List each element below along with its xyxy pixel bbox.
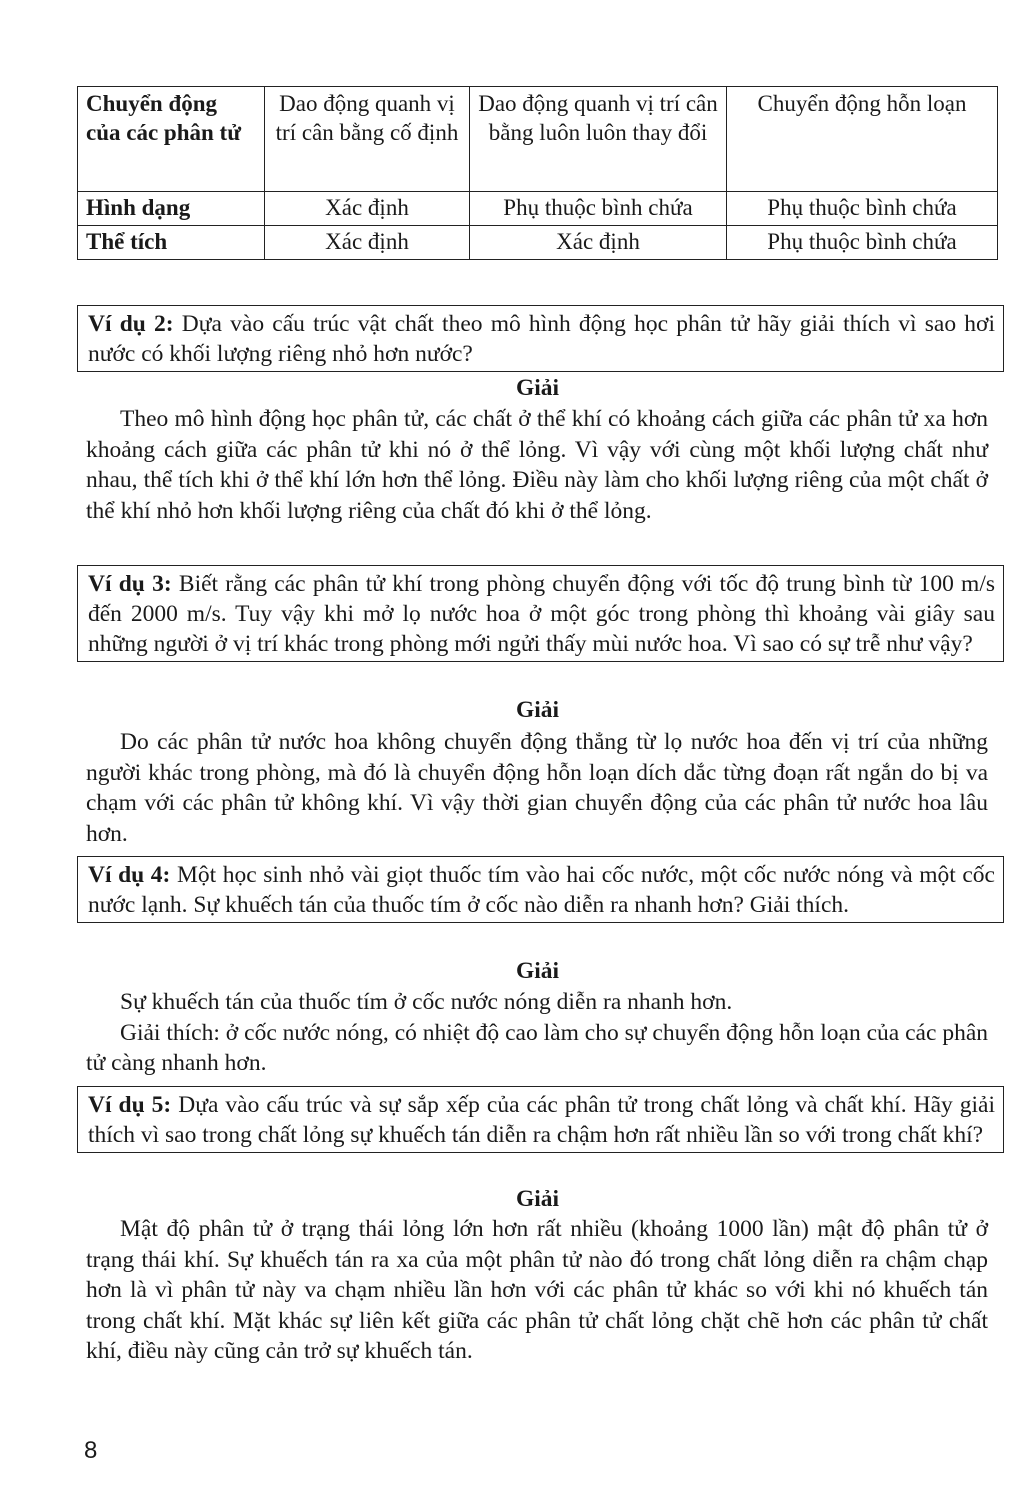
example-5-answer: [86, 1214, 988, 1367]
answer-paragraph: Do các phân tử nước hoa không chuyển động thẳng từ lọ nước hoa đến vị trí của những người khác trong phòng, mà đó là chuyển động hỗn loạn dích dắc từng đoạn rất ngắn do bị va chạm với các phân tử không khí. Vì vậy thời gian chuyển động của các phân tử nước hoa lâu hơn.: [86, 729, 988, 847]
example-4-answer: [86, 987, 988, 1079]
example-2-question-box: [77, 305, 1004, 372]
table-row: [78, 192, 998, 226]
states-of-matter-table: [77, 86, 998, 260]
example-question: Dựa vào cấu trúc vật chất theo mô hình động học phân tử hãy giải thích vì sao hơi nước có khối lượng riêng nhỏ hơn nước?: [88, 311, 995, 367]
example-question: Một học sinh nhỏ vài giọt thuốc tím vào hai cốc nước, một cốc nước nóng và một cốc nước lạnh. Sự khuếch tán của thuốc tím ở cốc nào diễn ra nhanh hơn? Giải thích.: [88, 862, 995, 918]
solution-title: Giải: [515, 375, 560, 401]
example-5-question-box: [77, 1086, 1004, 1153]
answer-paragraph: Sự khuếch tán của thuốc tím ở cốc nước nóng diễn ra nhanh hơn.: [120, 989, 733, 1015]
table-cell: Phụ thuộc bình chứa: [470, 192, 727, 226]
table-cell: Xác định: [265, 192, 470, 226]
table-cell: Chuyển động của các phân tử: [78, 87, 265, 192]
table-cell: Phụ thuộc bình chứa: [727, 192, 998, 226]
table-cell: Thể tích: [78, 226, 265, 260]
example-label: Ví dụ 2:: [88, 311, 174, 337]
table-cell: Dao động quanh vị trí cân bằng cố định: [265, 87, 470, 192]
example-3-question-box: [77, 565, 1004, 662]
example-2-answer: [86, 404, 988, 526]
solution-title: Giải: [515, 958, 560, 984]
table-cell: Chuyển động hỗn loạn: [727, 87, 998, 192]
example-3-answer: [86, 727, 988, 849]
example-label: Ví dụ 4:: [88, 862, 171, 888]
table-cell: Hình dạng: [78, 192, 265, 226]
page-number: 8: [84, 1437, 98, 1464]
solution-title: Giải: [515, 697, 560, 723]
example-question: Dựa vào cấu trúc và sự sắp xếp của các phân tử trong chất lỏng và chất khí. Hãy giải thích vì sao trong chất lỏng sự khuếch tán diễn ra chậm hơn rất nhiều lần so với trong chất khí?: [88, 1092, 995, 1148]
answer-paragraph: Giải thích: ở cốc nước nóng, có nhiệt độ cao làm cho sự chuyển động hỗn loạn của các phân tử càng nhanh hơn.: [86, 1019, 988, 1077]
example-4-question-box: [77, 856, 1004, 923]
answer-paragraph: Mật độ phân tử ở trạng thái lỏng lớn hơn rất nhiều (khoảng 1000 lần) mật độ phân tử ở trạng thái khí. Sự khuếch tán ra xa của một phân tử nào đó trong chất lỏng diễn ra chậm chạp hơn là vì phân tử này va chạm nhiều lần hơn với các phân tử khác so với khi nó khuếch tán trong chất khí. Mặt khác sự liên kết giữa các phân tử chất lỏng chặt chẽ hơn các phân tử chất khí, điều này cũng cản trở sự khuếch tán.: [86, 1216, 988, 1365]
table-cell: Xác định: [470, 226, 727, 260]
table-cell: Dao động quanh vị trí cân bằng luôn luôn thay đổi: [470, 87, 727, 192]
example-label: Ví dụ 3:: [88, 571, 172, 597]
answer-paragraph: Theo mô hình động học phân tử, các chất ở thể khí có khoảng cách giữa các phân tử xa hơn khoảng cách giữa các phân tử khi nó ở thể lỏng. Vì vậy với cùng một khối lượng chất như nhau, thể tích khi ở thể khí lớn hơn thể lỏng. Điều này làm cho khối lượng riêng của một chất ở thể khí nhỏ hơn khối lượng riêng của chất đó khi ở thể lỏng.: [86, 406, 988, 524]
example-question: Biết rằng các phân tử khí trong phòng chuyển động với tốc độ trung bình từ 100 m/s đến 2000 m/s. Tuy vậy khi mở lọ nước hoa ở một góc trong phòng thì khoảng vài giây sau những người ở vị trí khác trong phòng mới ngửi thấy mùi nước hoa. Vì sao có sự trễ như vậy?: [88, 571, 996, 657]
table-row: [78, 226, 998, 260]
table-cell: Xác định: [265, 226, 470, 260]
solution-title: Giải: [515, 1186, 560, 1212]
example-label: Ví dụ 5:: [88, 1092, 172, 1118]
table-cell: Phụ thuộc bình chứa: [727, 226, 998, 260]
table-row: [78, 87, 998, 192]
